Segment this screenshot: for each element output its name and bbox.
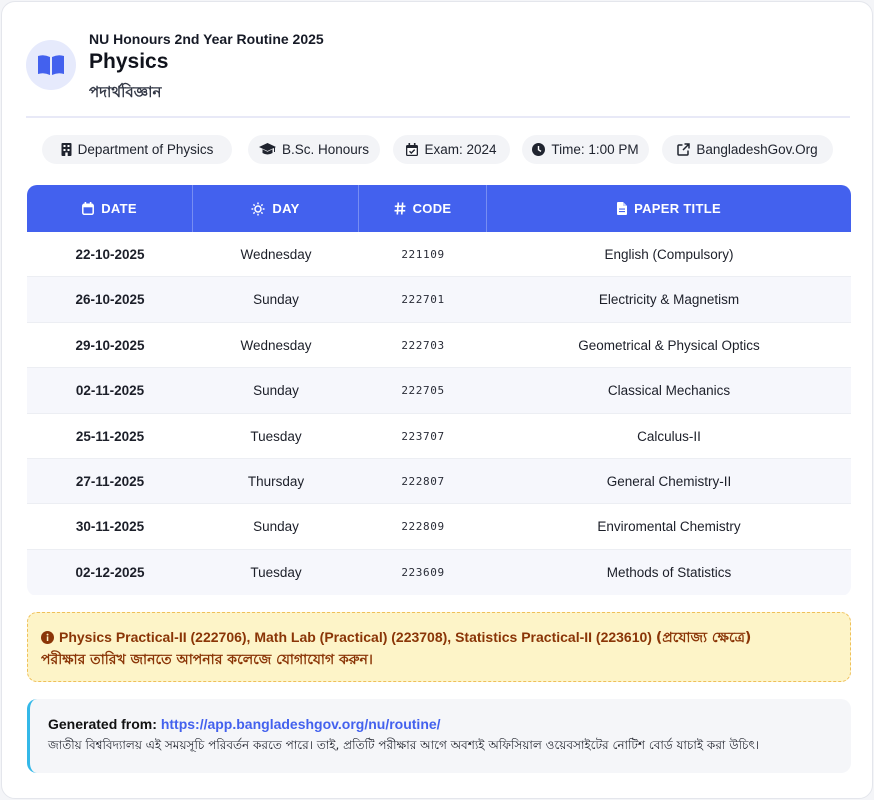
cell-code: 223609 [401, 565, 445, 579]
hash-icon [394, 202, 406, 215]
cell-day: Tuesday [250, 564, 302, 580]
cell-day: Thursday [247, 474, 305, 489]
cell-day: Sunday [253, 519, 299, 535]
cell-code: 222701 [401, 293, 445, 307]
source-url-link[interactable]: https://app.bangladeshgov.org/nu/routine/ [160, 716, 441, 732]
notice-text-bangla-qualifier: (প্রযোজ্য ক্ষেত্রে) [655, 630, 752, 646]
routine-table [27, 185, 851, 596]
column-header-label: DATE [101, 201, 137, 216]
page-subtitle-bangla: পদার্থবিজ্ঞান [89, 83, 162, 101]
document-icon [617, 202, 627, 215]
info-chips [2, 135, 874, 165]
table-row [27, 414, 851, 459]
column-header-date [27, 185, 193, 232]
source-label: Generated from: [48, 716, 157, 732]
info-icon [41, 631, 54, 644]
table-row [27, 550, 851, 595]
sun-icon [251, 202, 265, 216]
table-header [27, 185, 851, 232]
cell-paper-title: Enviromental Chemistry [597, 519, 741, 535]
table-row [27, 277, 851, 322]
card-header [26, 28, 850, 118]
source-footer [27, 699, 851, 773]
source-line [48, 716, 833, 732]
cell-day: Wednesday [240, 247, 312, 262]
book-icon [26, 40, 76, 90]
graduation-cap-icon [259, 143, 276, 156]
cell-day: Sunday [253, 383, 299, 399]
cell-code: 222705 [401, 384, 445, 398]
calendar-icon [82, 202, 94, 215]
chip-program [248, 135, 380, 164]
cell-day: Sunday [253, 292, 299, 308]
routine-eyebrow: NU Honours 2nd Year Routine 2025 [89, 31, 324, 47]
cell-paper-title: English (Compulsory) [604, 247, 734, 262]
table-row [27, 368, 851, 413]
routine-card [1, 1, 873, 799]
cell-date: 29-10-2025 [75, 337, 145, 353]
clock-icon [532, 143, 545, 156]
cell-paper-title: Electricity & Magnetism [598, 292, 740, 308]
table-row [27, 323, 851, 368]
cell-day: Wednesday [240, 337, 312, 353]
cell-code: 223707 [401, 429, 445, 443]
chip-label: Department of Physics [77, 142, 214, 157]
chip-label: B.Sc. Honours [281, 142, 370, 157]
practical-exam-notice [27, 612, 851, 682]
cell-paper-title: Methods of Statistics [606, 564, 732, 580]
cell-paper-title: Calculus-II [637, 428, 701, 444]
cell-day: Tuesday [250, 428, 302, 444]
table-row [27, 504, 851, 549]
chip-time [522, 135, 649, 164]
column-header-code [359, 185, 487, 232]
column-header-label: CODE [412, 201, 452, 216]
column-header-label: DAY [272, 201, 300, 216]
chip-label[interactable]: BangladeshGov.Org [696, 142, 818, 157]
cell-paper-title: Classical Mechanics [607, 383, 731, 399]
chip-label: Time: 1:00 PM [551, 142, 639, 157]
chip-label: Exam: 2024 [424, 142, 497, 157]
table-row [27, 232, 851, 277]
cell-date: 02-12-2025 [75, 564, 145, 580]
notice-text-bangla-instruction: পরীক্ষার তারিখ জানতে আপনার কলেজে যোগাযোগ করুন। [41, 652, 373, 668]
cell-code: 221109 [401, 248, 445, 261]
page-title: Physics [89, 50, 169, 73]
notice-text-english: Physics Practical-II (222706), Math Lab (Practical) (223708), Statistics Practical-II (223610) [59, 629, 652, 645]
column-header-label: PAPER TITLE [634, 201, 721, 216]
disclaimer-text: জাতীয় বিশ্ববিদ্যালয় এই সময়সূচি পরিবর্তন করতে পারে। তাই, প্রতিটি পরীক্ষার আগে অবশ্যই অফিসিয়াল ওয়েবসাইটের নোটিশ বোর্ড যাচাই করা উচিৎ। [48, 738, 760, 752]
calendar-check-icon [406, 143, 418, 156]
cell-date: 26-10-2025 [75, 292, 145, 308]
cell-date: 27-11-2025 [75, 474, 145, 489]
cell-date: 25-11-2025 [75, 428, 145, 444]
chip-source-link[interactable] [662, 135, 833, 164]
column-header-day [193, 185, 359, 232]
cell-code: 222809 [401, 520, 445, 534]
table-row [27, 459, 851, 504]
cell-date: 30-11-2025 [75, 519, 145, 535]
cell-paper-title: General Chemistry-II [606, 474, 732, 489]
building-icon [61, 143, 72, 156]
cell-date: 22-10-2025 [75, 247, 145, 262]
cell-date: 02-11-2025 [75, 383, 145, 399]
cell-paper-title: Geometrical & Physical Optics [578, 337, 760, 353]
column-header-paper-title [487, 185, 851, 232]
chip-exam-year [393, 135, 510, 164]
cell-code: 222703 [401, 338, 445, 352]
chip-department [42, 135, 232, 164]
external-link-icon [677, 143, 690, 156]
cell-code: 222807 [401, 475, 445, 488]
